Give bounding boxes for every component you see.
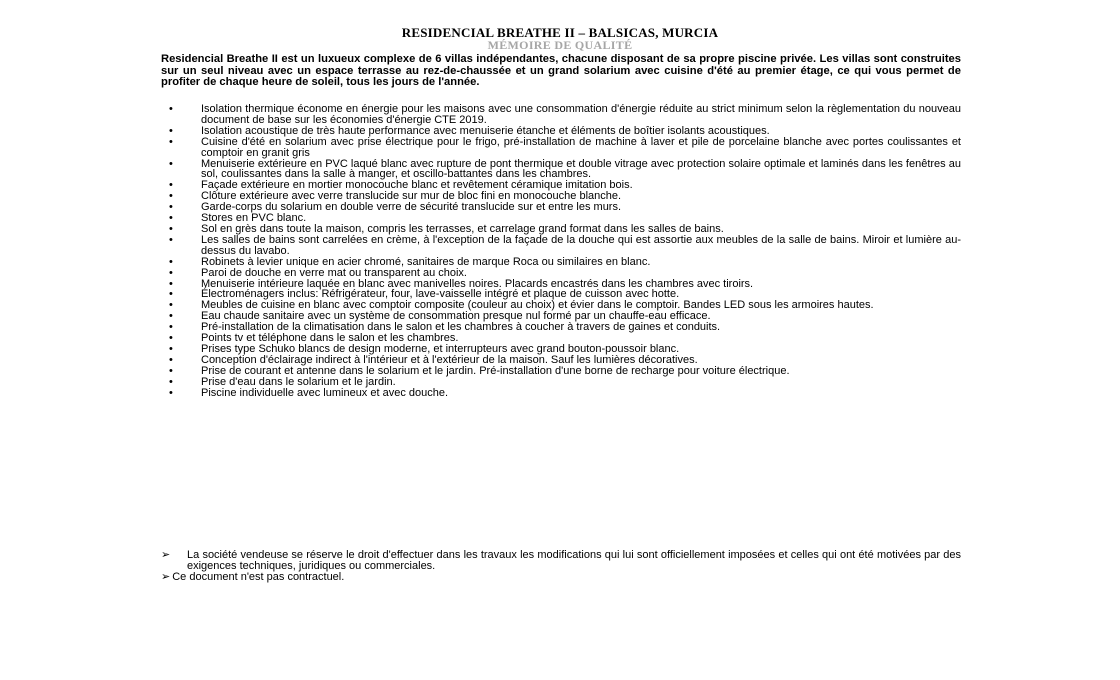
note-item bbox=[161, 572, 961, 583]
feature-item: • Paroi de douche en verre mat ou transparent au choix. bbox=[161, 268, 961, 279]
feature-item: • Sol en grès dans toute la maison, compris les terrasses, et carrelage grand format dans les salles de bains. bbox=[161, 224, 961, 235]
feature-item: • Points tv et téléphone dans le salon et les chambres. bbox=[161, 333, 961, 344]
feature-item: • Les salles de bains sont carrelées en crème, à l'exception de la façade de la douche qui est assortie aux meubles de la salle de bains. Miroir et lumière au-dessus du lavabo. bbox=[161, 235, 961, 257]
feature-item: • Façade extérieure en mortier monocouche blanc et revêtement céramique imitation bois. bbox=[161, 180, 961, 191]
note-item bbox=[161, 550, 961, 572]
document-subtitle: MÉMOIRE DE QUALITÉ bbox=[487, 38, 633, 52]
feature-item: • Piscine individuelle avec lumineux et avec douche. bbox=[161, 388, 961, 399]
feature-item: • Meubles de cuisine en blanc avec comptoir composite (couleur au choix) et évier dans le comptoir. Bandes LED sous les armoires hautes. bbox=[161, 300, 961, 311]
note-text: La société vendeuse se réserve le droit d'effectuer dans les travaux les modifications qui lui sont officiellement imposées et celles qui ont été motivées par des exigences techniques, juridiques ou commerciales. bbox=[187, 549, 961, 573]
document-title: RESIDENCIAL BREATHE II – BALSICAS, MURCIA bbox=[401, 25, 719, 40]
feature-item: • Conception d'éclairage indirect à l'intérieur et à l'extérieur de la maison. Sauf les lumières décoratives. bbox=[161, 355, 961, 366]
feature-item: • Eau chaude sanitaire avec un système de consommation presque nul formé par un chauffe-eau efficace. bbox=[161, 311, 961, 322]
arrow-bullet-icon: ➢ bbox=[161, 571, 171, 584]
intro-paragraph: Residencial Breathe II est un luxueux complexe de 6 villas indépendantes, chacune disposant de sa propre piscine privée. Les villas sont construites sur un seul niveau avec un espace terrasse au rez-de-chaussée et un grand solarium avec cuisine d'été au premier étage, ce qui vous permet de profiter de chaque heure de soleil, tous les jours de l'année. bbox=[161, 53, 961, 89]
feature-item: • Cuisine d'été en solarium avec prise électrique pour le frigo, pré-installation de machine à laver et pile de porcelaine blanche avec portes coulissantes et comptoir en granit gris bbox=[161, 137, 961, 159]
features-list bbox=[161, 104, 961, 398]
feature-item: • Menuiserie intérieure laquée en blanc avec manivelles noires. Placards encastrés dans les chambres avec tiroirs. bbox=[161, 279, 961, 290]
feature-item: • Robinets à levier unique en acier chromé, sanitaires de marque Roca ou similaires en blanc. bbox=[161, 257, 961, 268]
feature-item: • Prise d'eau dans le solarium et le jardin. bbox=[161, 377, 961, 388]
feature-item: • Pré-installation de la climatisation dans le salon et les chambres à coucher à travers de gaines et conduits. bbox=[161, 322, 961, 333]
feature-item: • Garde-corps du solarium en double verre de sécurité translucide sur et entre les murs. bbox=[161, 202, 961, 213]
feature-item: • Isolation thermique économe en énergie pour les maisons avec une consommation d'énergie réduite au strict minimum selon la règlementation du nouveau document de base sur les économies d'énergie CTE 2019. bbox=[161, 104, 961, 126]
feature-item: • Clôture extérieure avec verre translucide sur mur de bloc fini en monocouche blanche. bbox=[161, 191, 961, 202]
arrow-bullet-icon: ➢ bbox=[161, 549, 171, 561]
feature-item: • Prise de courant et antenne dans le solarium et le jardin. Pré-installation d'une borne de recharge pour voiture électrique. bbox=[161, 366, 961, 377]
notes-section bbox=[161, 550, 961, 584]
note-text: Ce document n'est pas contractuel. bbox=[172, 571, 345, 584]
feature-item: • Isolation acoustique de très haute performance avec menuiserie étanche et éléments de boîtier isolants acoustiques. bbox=[161, 126, 961, 137]
feature-item: • Menuiserie extérieure en PVC laqué blanc avec rupture de pont thermique et double vitrage avec protection solaire optimale et laminés dans les fenêtres au sol, coulissantes dans la salle à manger, et oscillo-battantes dans les chambres. bbox=[161, 159, 961, 181]
feature-item: • Électroménagers inclus: Réfrigérateur, four, lave-vaisselle intégré et plaque de cuisson avec hotte. bbox=[161, 289, 961, 300]
feature-item: • Prises type Schuko blancs de design moderne, et interrupteurs avec grand bouton-poussoir blanc. bbox=[161, 344, 961, 355]
feature-item: • Stores en PVC blanc. bbox=[161, 213, 961, 224]
